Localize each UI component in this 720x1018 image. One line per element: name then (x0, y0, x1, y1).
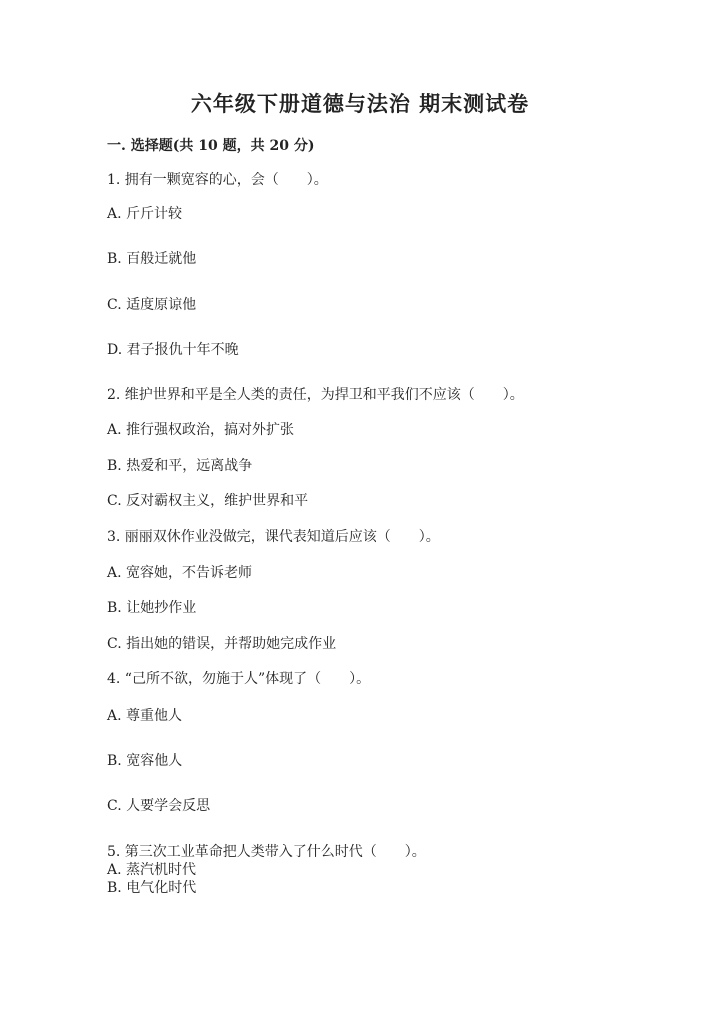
question-3-option-b: B. 让她抄作业 (107, 600, 197, 616)
question-5-option-a: A. 蒸汽机时代 (107, 862, 197, 878)
question-2-option-a: A. 推行强权政治，搞对外扩张 (107, 422, 295, 438)
question-4-option-b: B. 宽容他人 (107, 753, 183, 769)
question-2-option-b: B. 热爱和平，远离战争 (107, 458, 253, 474)
question-1-option-b: B. 百般迁就他 (107, 251, 197, 267)
question-1-option-d: D. 君子报仇十年不晚 (107, 342, 239, 358)
question-2-option-c: C. 反对霸权主义，维护世界和平 (107, 493, 309, 509)
question-4-option-a: A. 尊重他人 (107, 708, 183, 724)
question-3-option-a: A. 宽容她，不告诉老师 (107, 565, 253, 581)
question-1-option-c: C. 适度原谅他 (107, 297, 197, 313)
question-5-stem: 5. 第三次工业革命把人类带入了什么时代（ ）。 (107, 844, 426, 860)
question-1-option-a: A. 斤斤计较 (107, 206, 183, 222)
question-4-option-c: C. 人要学会反思 (107, 798, 211, 814)
exam-title: 六年级下册道德与法治 期末测试卷 (190, 91, 530, 116)
question-1-stem: 1. 拥有一颗宽容的心，会（ ）。 (107, 172, 328, 188)
question-4-stem: 4. “己所不欲，勿施于人”体现了（ ）。 (107, 671, 371, 687)
question-3-stem: 3. 丽丽双休作业没做完，课代表知道后应该（ ）。 (107, 529, 440, 545)
section-heading: 一. 选择题(共 10 题，共 20 分) (107, 138, 315, 154)
question-5-option-b: B. 电气化时代 (107, 880, 197, 896)
question-3-option-c: C. 指出她的错误，并帮助她完成作业 (107, 636, 337, 652)
question-2-stem: 2. 维护世界和平是全人类的责任，为捍卫和平我们不应该（ ）。 (107, 387, 524, 403)
